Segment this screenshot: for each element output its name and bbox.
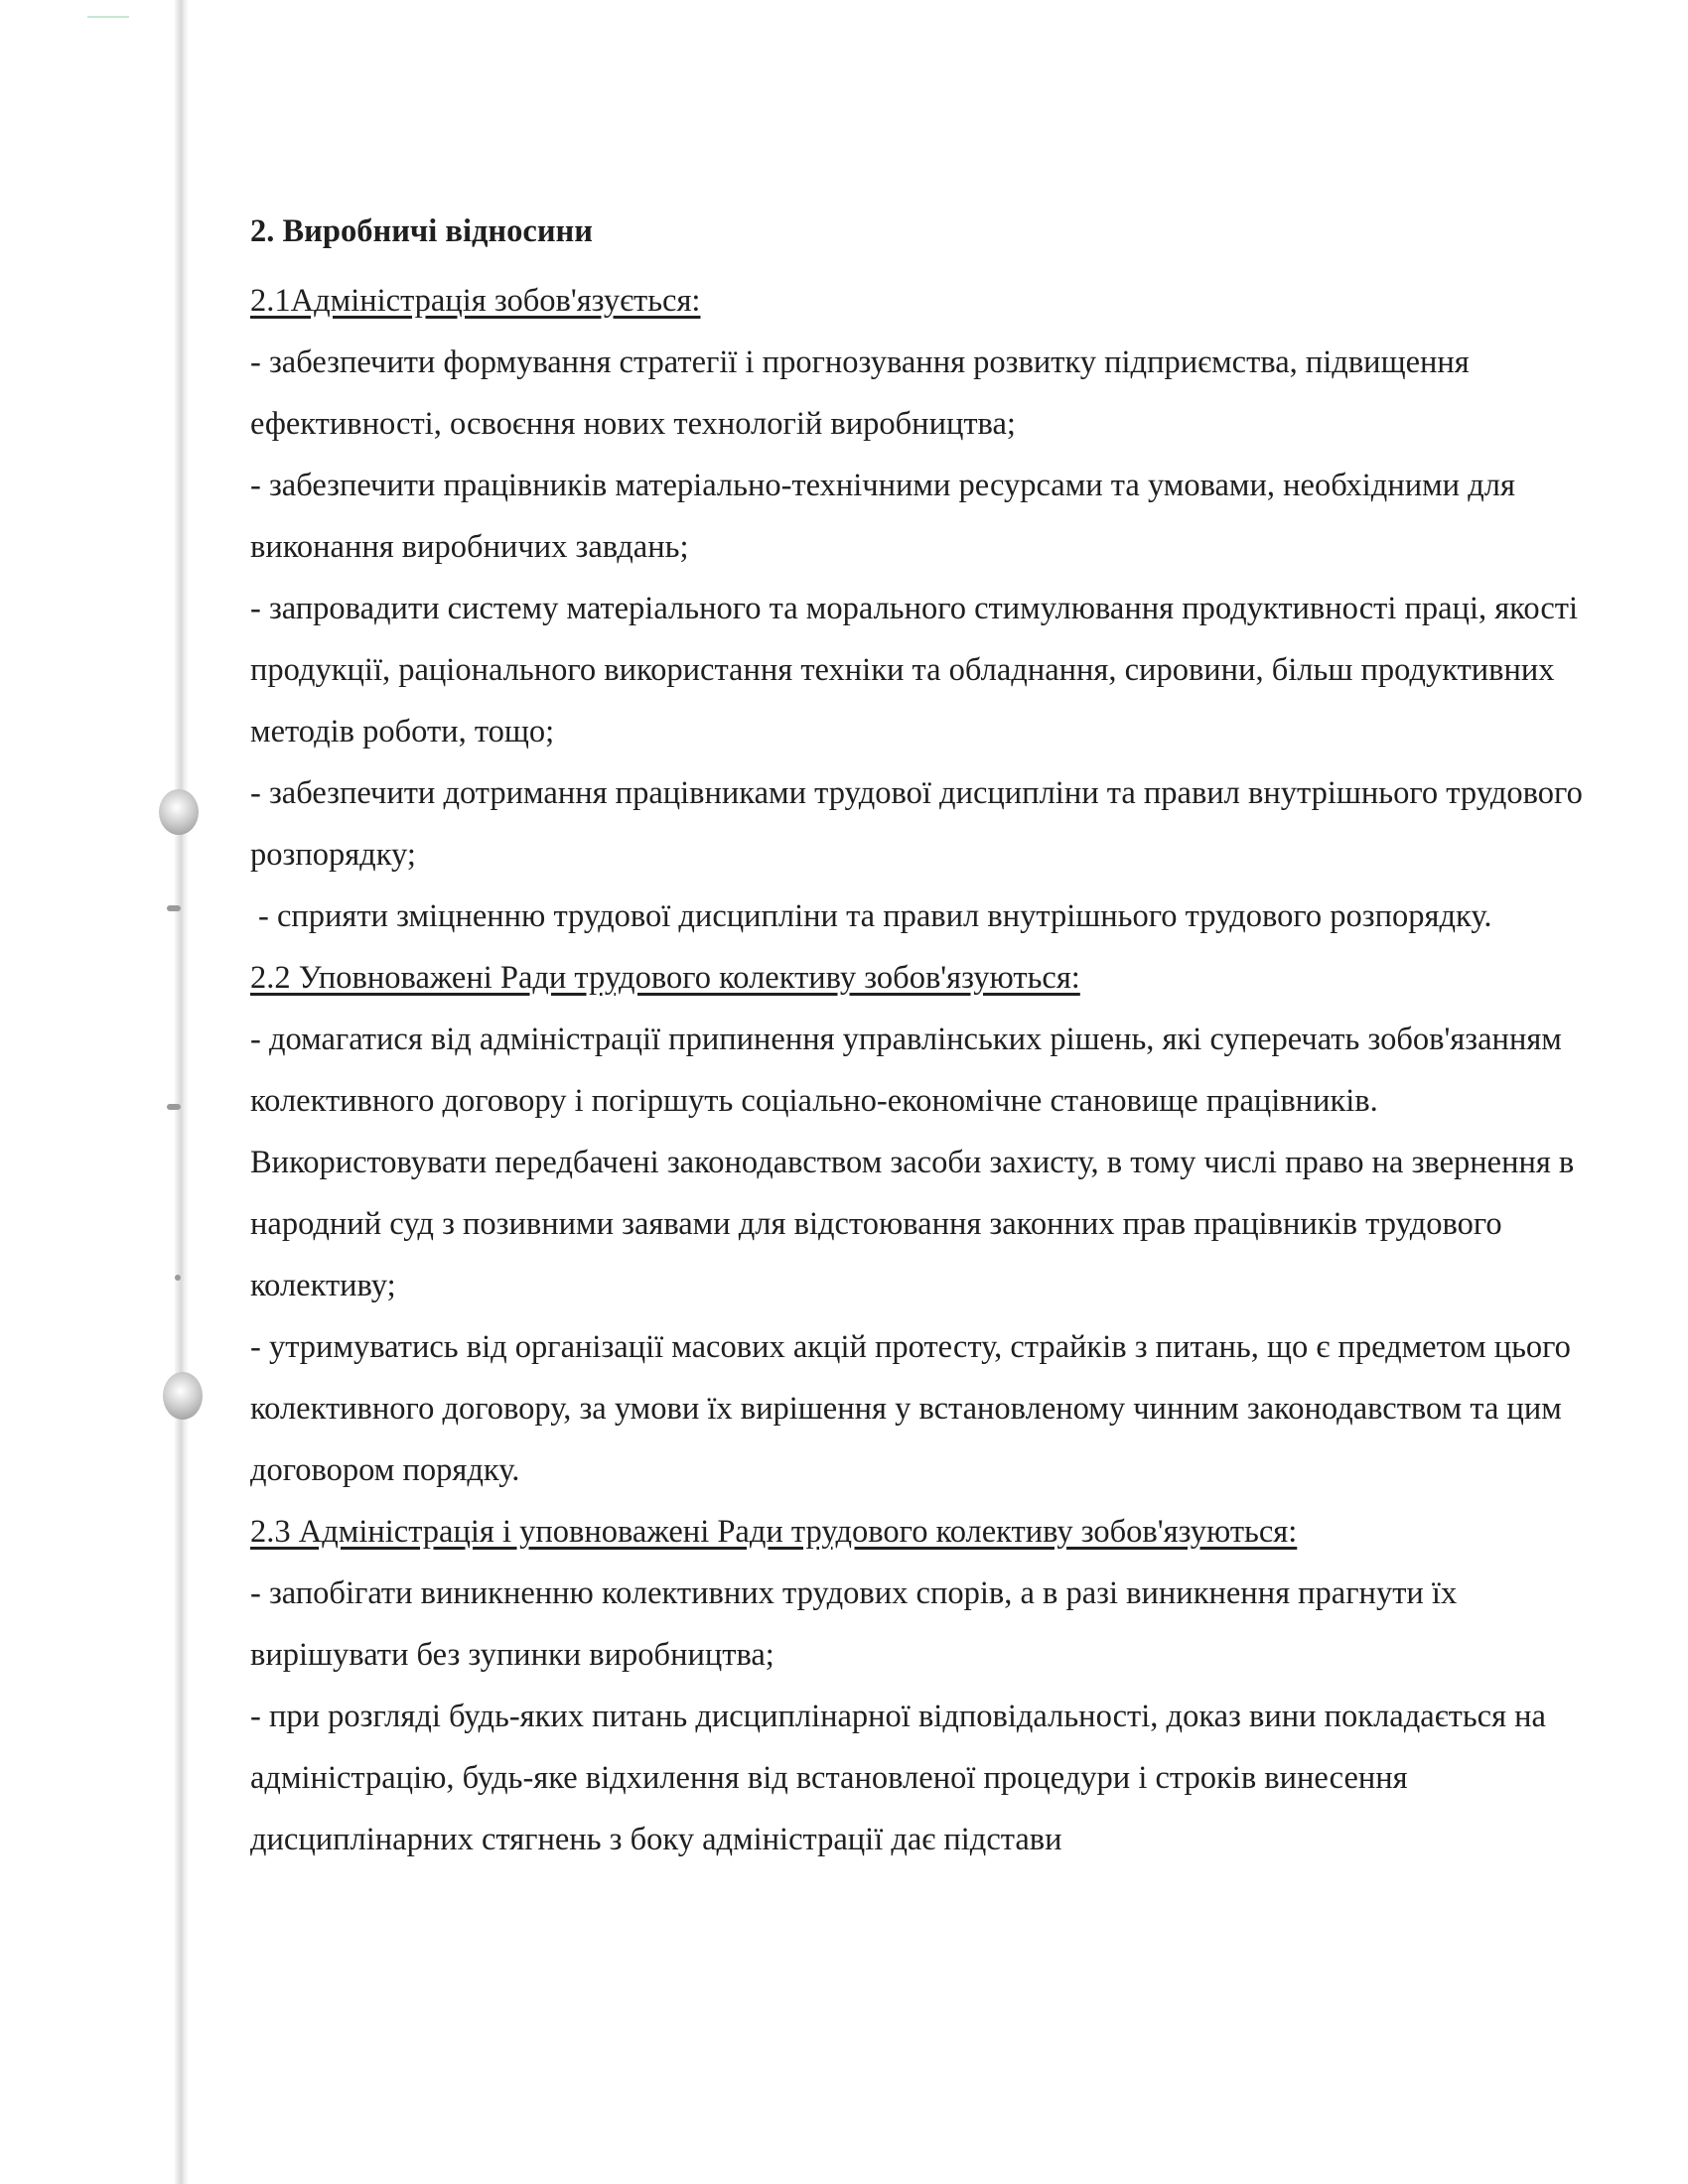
document-body bbox=[250, 201, 1611, 1870]
subsection-title: 2.1Адміністрація зобов'язується: bbox=[250, 283, 701, 319]
section-2-2 bbox=[250, 947, 1611, 1501]
punch-hole-lower bbox=[163, 1372, 203, 1420]
staple-mark bbox=[175, 1275, 181, 1281]
subsection-title: 2.2 Уповноважені Ради трудового колективу зобов'язуються: bbox=[250, 960, 1080, 996]
list-item: - сприяти зміцненню трудової дисципліни та правил внутрішнього трудового розпорядку. bbox=[258, 898, 1492, 934]
staple-mark bbox=[167, 905, 181, 911]
staple-mark bbox=[167, 1104, 181, 1110]
list-item: - домагатися від адміністрації припинення управлінських рішень, які суперечать зобов'язанням колективного договору і погіршуть соціально-економічне становище працівників. Використовувати передбачені законодавством засоби захисту, в тому числі право на звернення в народний суд з позивними заявами для відстоювання законних прав працівників трудового колективу; bbox=[250, 1022, 1575, 1303]
list-item: - запровадити систему матеріального та морального стимулювання продуктивності праці, якості продукції, раціонального використання техніки та обладнання, сировини, більш продуктивних методів роботи, тощо; bbox=[250, 591, 1579, 750]
section-2-1 bbox=[250, 270, 1611, 947]
list-item: - забезпечити формування стратегії і прогнозування розвитку підприємства, підвищення ефективності, освоєння нових технологій виробництва; bbox=[250, 344, 1470, 442]
list-item: - при розгляді будь-яких питань дисциплінарної відповідальності, доказ вини покладається на адміністрацію, будь-яке відхилення від встановленої процедури і строків винесення дисциплінарних стягнень з боку адміністрації дає підстави bbox=[250, 1699, 1546, 1857]
subsection-title: 2.3 Адміністрація і уповноважені Ради трудового колективу зобов'язуються: bbox=[250, 1514, 1298, 1550]
list-item: - забезпечити працівників матеріально-технічними ресурсами та умовами, необхідними для виконання виробничих завдань; bbox=[250, 468, 1515, 565]
section-2-3 bbox=[250, 1501, 1611, 1870]
scan-mark bbox=[87, 16, 129, 18]
section-heading: 2. Виробничі відносини bbox=[250, 213, 594, 249]
punch-hole-upper bbox=[159, 789, 199, 835]
list-item: - запобігати виникненню колективних трудових спорів, а в разі виникнення прагнути їх вирішувати без зупинки виробництва; bbox=[250, 1575, 1458, 1673]
list-item: - утримуватись від організації масових акцій протесту, страйків з питань, що є предметом цього колективного договору, за умови їх вирішення у встановленому чинним законодавством та цим договором порядку. bbox=[250, 1329, 1571, 1488]
binding-strip bbox=[175, 0, 189, 2184]
list-item: - забезпечити дотримання працівниками трудової дисципліни та правил внутрішнього трудового розпорядку; bbox=[250, 775, 1583, 873]
